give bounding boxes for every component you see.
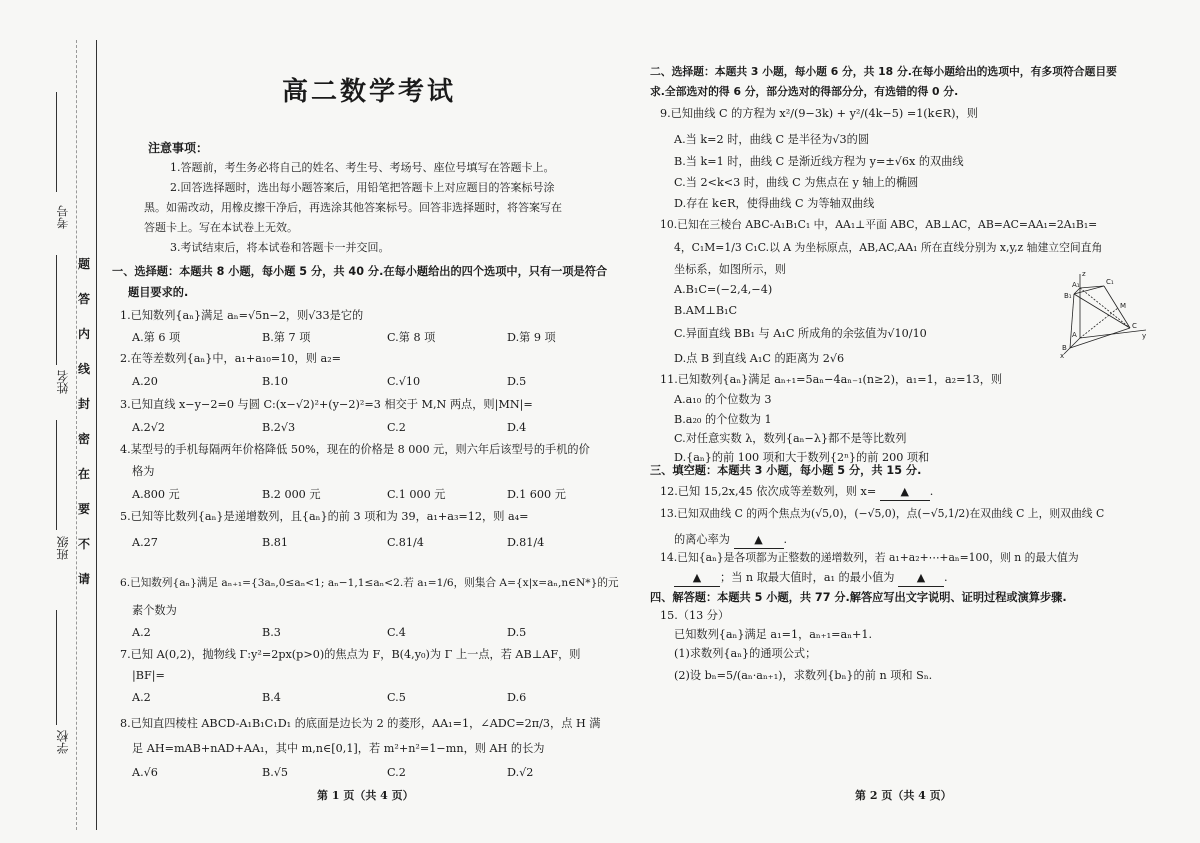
- question-6: 6.已知数列{aₙ}满足 aₙ₊₁={3aₙ,0≤aₙ<1; aₙ−1,1≤aₙ<2.若 a₁=1/6，则集合 A={x|x=aₙ,n∈N*}的元: [120, 577, 619, 589]
- q10-option-c: C.异面直线 BB₁ 与 A₁C 所成角的余弦值为√10/10: [674, 327, 927, 340]
- q6-option-a: A.2: [132, 626, 151, 639]
- q6-option-d: D.5: [507, 626, 527, 639]
- q7-option-c: C.5: [387, 691, 406, 704]
- q9-option-d: D.存在 k∈R，使得曲线 C 为等轴双曲线: [674, 197, 875, 210]
- question-1: 1.已知数列{aₙ}满足 aₙ=√5n−2，则√33是它的: [120, 309, 364, 322]
- svg-text:A: A: [1072, 331, 1077, 339]
- q12-text: 12.已知 15,2x,45 依次成等差数列，则 x=: [660, 485, 877, 498]
- q14-answer-blank-2[interactable]: [898, 570, 944, 587]
- q9-option-b: B.当 k=1 时，曲线 C 是渐近线方程为 y=±√6x 的双曲线: [674, 155, 964, 168]
- notes-heading: 注意事项：: [148, 141, 209, 155]
- svg-text:C₁: C₁: [1106, 278, 1114, 286]
- q2-option-a: A.20: [132, 375, 158, 388]
- question-12: 12.已知 15,2x,45 依次成等差数列，则 x= ▲ .: [660, 484, 1165, 501]
- notes-block: [130, 138, 600, 258]
- q3-option-c: C.2: [387, 421, 406, 434]
- seal-char: 不: [77, 537, 90, 551]
- note-line: 3.考试结束后，将本试卷和答题卡一并交回。: [170, 241, 390, 254]
- q10-option-b: B.AM⊥B₁C: [674, 304, 738, 317]
- name-label: 姓名: [56, 370, 70, 394]
- class-label: 班级: [56, 536, 70, 560]
- question-15: 15.（13 分）: [660, 609, 730, 622]
- seal-char: 答: [77, 292, 90, 306]
- note-line: 答题卡上。写在本试卷上无效。: [144, 221, 298, 234]
- q5-option-a: A.27: [132, 536, 158, 549]
- seal-char: 在: [77, 467, 90, 481]
- question-5: 5.已知等比数列{aₙ}是递增数列，且{aₙ}的前 3 项和为 39，a₁+a₃=12，则 a₄=: [120, 510, 529, 523]
- q7-option-d: D.6: [507, 691, 527, 704]
- q13-text: 的离心率为: [674, 533, 730, 546]
- q14-answer-blank-1[interactable]: [674, 570, 720, 587]
- section-1-heading: 一、选择题：本题共 8 小题，每小题 5 分，共 40 分.在每小题给出的四个选项中，只有一项是符合: [112, 265, 608, 278]
- q5-option-d: D.81/4: [507, 536, 545, 549]
- question-11: 11.已知数列{aₙ}满足 aₙ₊₁=5aₙ−4aₙ₋₁(n≥2)，a₁=1，a₂=13，则: [660, 373, 1003, 386]
- q4-option-c: C.1 000 元: [387, 488, 446, 501]
- q3-option-d: D.4: [507, 421, 527, 434]
- question-2: 2.在等差数列{aₙ}中，a₁+a₁₀=10，则 a₂=: [120, 352, 341, 365]
- seal-char: 密: [77, 432, 90, 446]
- question-14-cont: ▲ ；当 n 取最大值时，a₁ 的最小值为 ▲ .: [674, 570, 1179, 587]
- q12-answer-blank[interactable]: [880, 484, 930, 501]
- question-7: 7.已知 A(0,2)，抛物线 Γ:y²=2px(p>0)的焦点为 F，B(4,y₀)为 Γ 上一点，若 AB⊥AF，则: [120, 648, 581, 661]
- exam-no-blank: [56, 92, 57, 192]
- seal-char: 封: [77, 397, 90, 411]
- svg-text:C: C: [1132, 322, 1137, 330]
- q8-option-b: B.√5: [262, 766, 289, 779]
- question-3: 3.已知直线 x−y−2=0 与圆 C:(x−√2)²+(y−2)²=3 相交于 M,N 两点，则|MN|=: [120, 398, 533, 411]
- section-3-heading: 三、填空题：本题共 3 小题，每小题 5 分，共 15 分.: [650, 464, 922, 477]
- question-15-part-2: (2)设 bₙ=5/(aₙ·aₙ₊₁)，求数列{bₙ}的前 n 项和 Sₙ.: [674, 669, 933, 682]
- q2-option-b: B.10: [262, 375, 289, 388]
- q8-option-d: D.√2: [507, 766, 534, 779]
- svg-text:M: M: [1120, 302, 1127, 310]
- q8-option-c: C.2: [387, 766, 406, 779]
- q11-option-d: D.{aₙ}的前 100 项和大于数列{2ⁿ}的前 200 项和: [674, 451, 930, 464]
- q6-option-c: C.4: [387, 626, 406, 639]
- q10-option-a: A.B₁C=(−2,4,−4): [674, 283, 773, 296]
- question-6-cont: 素个数为: [132, 604, 177, 617]
- q5-option-c: C.81/4: [387, 536, 424, 549]
- q9-option-a: A.当 k=2 时，曲线 C 是半径为√3的圆: [674, 133, 870, 146]
- q6-option-b: B.3: [262, 626, 281, 639]
- blank-triangle-icon: ▲: [900, 485, 910, 498]
- q3-option-a: A.2√2: [132, 421, 165, 434]
- q11-option-b: B.a₂₀ 的个位数为 1: [674, 413, 772, 426]
- question-9: 9.已知曲线 C 的方程为 x²/(9−3k) + y²/(4k−5) =1(k∈R)，则: [660, 107, 978, 120]
- q9-option-c: C.当 2<k<3 时，曲线 C 为焦点在 y 轴上的椭圆: [674, 176, 919, 189]
- section-2-heading-cont: 求.全部选对的得 6 分，部分选对的得部分分，有选错的得 0 分.: [650, 85, 959, 98]
- question-8-cont: 足 AH=mAB+nAD+AA₁，其中 m,n∈[0,1]，若 m²+n²=1−mn，则 AH 的长为: [132, 742, 545, 755]
- question-14: 14.已知{aₙ}是各项都为正整数的递增数列，若 a₁+a₂+⋯+aₙ=100，则 n 的最大值为: [660, 551, 1079, 564]
- q2-option-c: C.√10: [387, 375, 421, 388]
- question-13: 13.已知双曲线 C 的两个焦点为(√5,0)，(−√5,0)，点(−√5,1/2)在双曲线 C 上，则双曲线 C: [660, 507, 1105, 520]
- q1-option-a: A.第 6 项: [132, 331, 181, 344]
- school-label: 学校: [56, 730, 70, 754]
- page-1-footer: 第 1 页（共 4 页）: [317, 789, 414, 802]
- q5-option-b: B.81: [262, 536, 289, 549]
- exam-title: 高二数学考试: [282, 77, 457, 107]
- note-line: 2.回答选择题时，选出每小题答案后，用铅笔把答题卡上对应题目的答案标号涂: [170, 181, 555, 194]
- svg-text:x: x: [1060, 352, 1065, 358]
- q3-option-b: B.2√3: [262, 421, 296, 434]
- question-13-cont: 的离心率为 ▲ .: [674, 532, 1179, 549]
- question-7-cont: |BF|=: [132, 669, 165, 682]
- school-blank: [56, 610, 57, 725]
- seal-char: 请: [77, 572, 90, 586]
- q1-option-b: B.第 7 项: [262, 331, 311, 344]
- frustum-figure: [1058, 268, 1148, 358]
- blank-triangle-icon: ▲: [916, 571, 926, 584]
- class-blank: [56, 420, 57, 530]
- note-line: 1.答题前，考生务必将自己的姓名、考生号、考场号、座位号填写在答题卡上。: [170, 161, 555, 174]
- seal-char: 线: [77, 362, 90, 376]
- note-line: 黑。如需改动，用橡皮擦干净后，再选涂其他答案标号。回答非选择题时，将答案写在: [144, 201, 562, 214]
- seal-char: 要: [77, 502, 90, 516]
- q10-option-d: D.点 B 到直线 A₁C 的距离为 2√6: [674, 352, 845, 365]
- section-4-heading: 四、解答题：本题共 5 小题，共 77 分.解答应写出文字说明、证明过程或演算步骤.: [650, 591, 1067, 604]
- blank-triangle-icon: ▲: [754, 533, 763, 546]
- svg-text:B₁: B₁: [1064, 292, 1072, 300]
- question-10: 10.已知在三棱台 ABC-A₁B₁C₁ 中，AA₁⊥平面 ABC，AB⊥AC，AB=AC=AA₁=2A₁B₁=: [660, 218, 1098, 231]
- name-blank: [56, 255, 57, 365]
- q8-option-a: A.√6: [132, 766, 158, 779]
- exam-no-label: 考号: [56, 205, 70, 229]
- question-10-cont: 4，C₁M=1/3 C₁C.以 A 为坐标原点，AB,AC,AA₁ 所在直线分别为 x,y,z 轴建立空间直角: [674, 241, 1103, 254]
- question-15-stem: 已知数列{aₙ}满足 a₁=1，aₙ₊₁=aₙ+1.: [674, 628, 873, 641]
- question-15-part-1: (1)求数列{aₙ}的通项公式；: [674, 647, 817, 660]
- q11-option-c: C.对任意实数 λ，数列{aₙ−λ}都不是等比数列: [674, 432, 907, 445]
- seal-char: 内: [77, 327, 90, 341]
- q4-option-a: A.800 元: [132, 488, 180, 501]
- q2-option-d: D.5: [507, 375, 527, 388]
- page-2: [650, 0, 1155, 843]
- svg-text:A₁: A₁: [1072, 281, 1080, 289]
- svg-text:z: z: [1082, 270, 1086, 278]
- q7-option-b: B.4: [262, 691, 281, 704]
- q11-option-a: A.a₁₀ 的个位数为 3: [674, 393, 772, 406]
- q4-option-d: D.1 600 元: [507, 488, 566, 501]
- q4-option-b: B.2 000 元: [262, 488, 321, 501]
- page-1: [112, 0, 617, 843]
- binding-strip: [0, 0, 100, 843]
- section-2-heading: 二、选择题：本题共 3 小题，每小题 6 分，共 18 分.在每小题给出的选项中，有多项符合题目要: [650, 65, 1117, 78]
- q1-option-d: D.第 9 项: [507, 331, 556, 344]
- seal-char: 题: [77, 257, 90, 271]
- question-4-cont: 格为: [132, 465, 155, 478]
- q7-option-a: A.2: [132, 691, 151, 704]
- svg-text:B: B: [1062, 344, 1067, 352]
- q13-answer-blank[interactable]: [734, 532, 784, 549]
- question-4: 4.某型号的手机每隔两年价格降低 50%，现在的价格是 8 000 元，则六年后该型号的手机的价: [120, 443, 590, 456]
- question-8: 8.已知直四棱柱 ABCD-A₁B₁C₁D₁ 的底面是边长为 2 的菱形，AA₁=1，∠ADC=2π/3，点 H 满: [120, 717, 601, 730]
- section-1-heading-cont: 题目要求的.: [128, 286, 189, 299]
- blank-triangle-icon: ▲: [692, 571, 702, 584]
- page-2-footer: 第 2 页（共 4 页）: [855, 789, 952, 802]
- seal-line: [96, 40, 97, 830]
- question-10-cont2: 坐标系，如图所示，则: [674, 263, 786, 276]
- svg-text:y: y: [1142, 332, 1147, 340]
- q1-option-c: C.第 8 项: [387, 331, 436, 344]
- q14-text-2: ；当 n 取最大值时，a₁ 的最小值为: [720, 571, 895, 584]
